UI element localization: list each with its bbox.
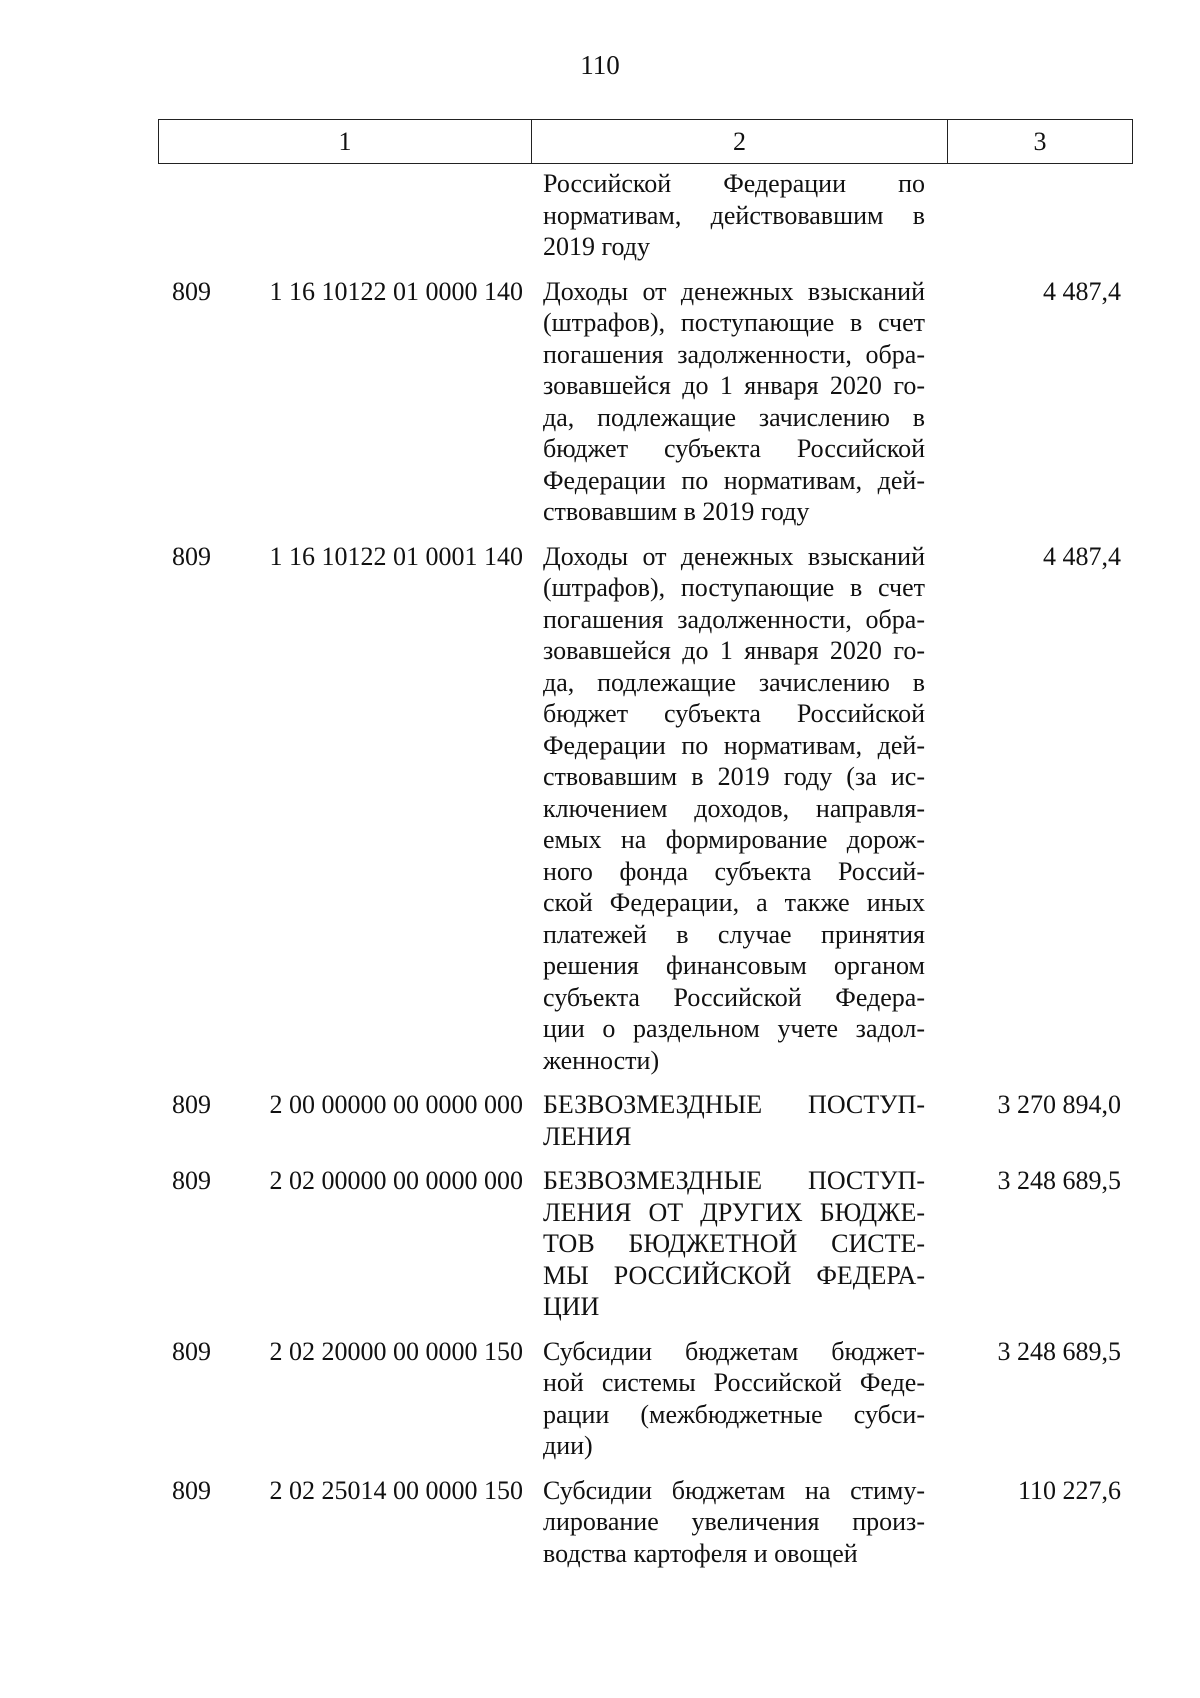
- table-row: [158, 1089, 1133, 1152]
- income-name-line: БЕЗВОЗМЕЗДНЫЕ ПОСТУП-: [543, 1090, 925, 1119]
- income-name: [531, 541, 947, 1077]
- row-gap: [158, 1462, 1133, 1475]
- income-name: [531, 168, 947, 263]
- income-name-line: Российской Федерации по: [543, 169, 925, 198]
- admin-code: 809: [172, 1336, 211, 1366]
- income-name-line: ствовавшим в 2019 году: [543, 497, 810, 526]
- table-row: [158, 1475, 1133, 1570]
- admin-code: 809: [172, 1166, 211, 1195]
- income-name: [531, 1475, 947, 1570]
- income-name-line: ствовавшим в 2019 году (за ис-: [543, 762, 925, 791]
- income-name-line: платежей в случае принятия: [543, 919, 925, 949]
- income-name-line: Субсидии бюджетам на стиму-: [543, 1475, 925, 1505]
- table-row: [158, 276, 1133, 528]
- income-name-line: погашения задолженности, обра-: [543, 339, 925, 369]
- income-name-line: Федерации по нормативам, дей-: [543, 465, 925, 495]
- amount: 3 270 894,0: [997, 1090, 1121, 1119]
- income-name: [531, 1165, 947, 1323]
- income-name-line: Федерации по нормативам, дей-: [543, 730, 925, 760]
- income-name-line: МЫ РОССИЙСКОЙ ФЕДЕРА-: [543, 1260, 925, 1290]
- income-name-line: водства картофеля и овощей: [543, 1538, 858, 1568]
- income-name-line: ключением доходов, направля-: [543, 793, 925, 823]
- income-name-line: дии): [543, 1431, 593, 1460]
- header-col-2: 2: [532, 120, 948, 163]
- income-name-line: лирование увеличения произ-: [543, 1507, 925, 1536]
- header-col-1: 1: [159, 120, 532, 163]
- row-gap: [158, 1323, 1133, 1336]
- table-row: [158, 541, 1133, 1077]
- budget-classification-code: 1 16 10122 01 0001 140: [269, 541, 523, 571]
- income-name-line: Субсидии бюджетам бюджет-: [543, 1336, 925, 1366]
- income-name-line: ного фонда субъекта Россий-: [543, 856, 925, 886]
- admin-code: 809: [172, 541, 211, 571]
- budget-classification-code: [230, 168, 531, 263]
- income-name-line: Доходы от денежных взысканий: [543, 276, 925, 306]
- income-name-line: решения финансовым органом: [543, 951, 925, 980]
- budget-classification-code: 1 16 10122 01 0000 140: [269, 276, 523, 306]
- income-name-line: бюджет субъекта Российской: [543, 699, 925, 728]
- income-name-line: (штрафов), поступающие в счет: [543, 308, 925, 337]
- income-name-line: 2019 году: [543, 232, 650, 261]
- income-name-line: ЛЕНИЯ ОТ ДРУГИХ БЮДЖЕ-: [543, 1197, 925, 1227]
- income-name-line: ЛЕНИЯ: [543, 1121, 632, 1151]
- income-name-line: зовавшейся до 1 января 2020 го-: [543, 371, 925, 400]
- table-header: [158, 119, 1133, 164]
- page-number: 110: [580, 50, 620, 80]
- row-gap: [158, 1076, 1133, 1089]
- table-body: [158, 168, 1133, 1569]
- income-name: [531, 1089, 947, 1152]
- budget-classification-code: 2 02 00000 00 0000 000: [269, 1166, 523, 1195]
- income-name-line: ции о раздельном учете задол-: [543, 1014, 925, 1043]
- income-name-line: нормативам, действовавшим в: [543, 200, 925, 230]
- income-name-line: ной системы Российской Феде-: [543, 1368, 925, 1397]
- amount: 3 248 689,5: [997, 1336, 1121, 1366]
- admin-code: [158, 168, 230, 263]
- income-name-line: зовавшейся до 1 января 2020 го-: [543, 636, 925, 665]
- amount: 4 487,4: [1043, 541, 1121, 571]
- income-name-line: (штрафов), поступающие в счет: [543, 573, 925, 602]
- amount: 3 248 689,5: [997, 1166, 1121, 1195]
- table-row: [158, 1336, 1133, 1462]
- income-name-line: субъекта Российской Федера-: [543, 982, 925, 1012]
- income-name-line: погашения задолженности, обра-: [543, 604, 925, 634]
- budget-classification-code: 2 00 00000 00 0000 000: [269, 1090, 523, 1119]
- row-gap: [158, 528, 1133, 541]
- header-col-3: 3: [1033, 126, 1047, 156]
- admin-code: 809: [172, 1475, 211, 1505]
- income-name: [531, 1336, 947, 1462]
- income-name-line: да, подлежащие зачислению в: [543, 667, 925, 697]
- income-name-line: ской Федерации, а также иных: [543, 888, 925, 917]
- row-gap: [158, 263, 1133, 276]
- admin-code: 809: [172, 276, 211, 306]
- amount: 110 227,6: [1017, 1475, 1121, 1505]
- income-name: [531, 276, 947, 528]
- income-name-line: женности): [543, 1045, 660, 1075]
- table-row: [158, 1165, 1133, 1323]
- income-name-line: ЦИИ: [543, 1292, 600, 1321]
- income-name-line: да, подлежащие зачислению в: [543, 402, 925, 432]
- income-name-line: емых на формирование дорож-: [543, 825, 925, 854]
- income-name-line: Доходы от денежных взысканий: [543, 541, 925, 571]
- income-name-line: ТОВ БЮДЖЕТНОЙ СИСТЕ-: [543, 1229, 925, 1258]
- amount: [947, 168, 1133, 263]
- row-gap: [158, 1152, 1133, 1165]
- budget-classification-code: 2 02 20000 00 0000 150: [269, 1336, 523, 1366]
- income-name-line: БЕЗВОЗМЕЗДНЫЕ ПОСТУП-: [543, 1166, 925, 1195]
- income-name-line: бюджет субъекта Российской: [543, 434, 925, 463]
- income-name-line: рации (межбюджетные субси-: [543, 1399, 925, 1429]
- amount: 4 487,4: [1043, 276, 1121, 306]
- table-row: [158, 168, 1133, 263]
- admin-code: 809: [172, 1090, 211, 1119]
- budget-classification-code: 2 02 25014 00 0000 150: [269, 1475, 523, 1505]
